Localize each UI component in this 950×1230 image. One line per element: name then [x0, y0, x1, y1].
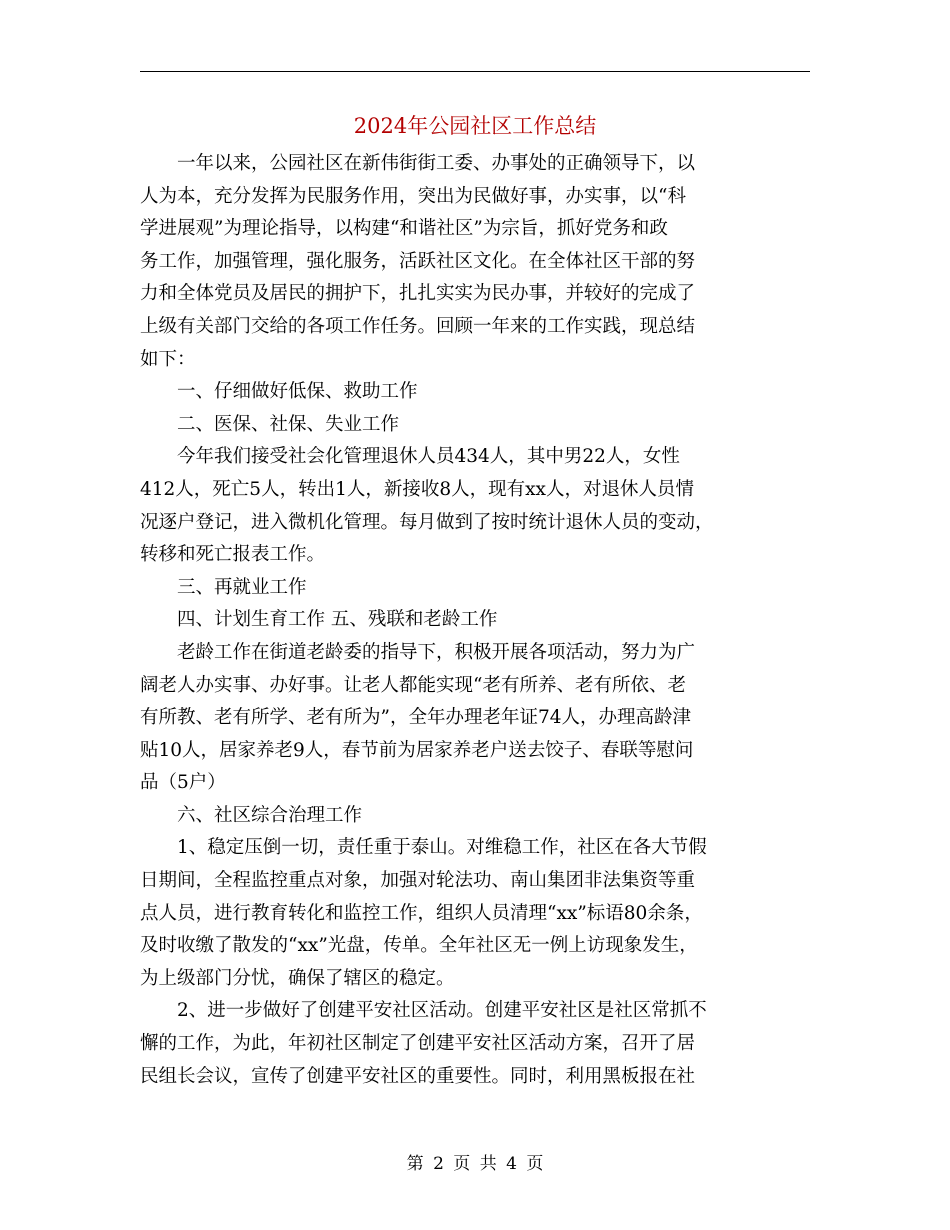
section-heading: 二、医保、社保、失业工作 — [140, 413, 400, 435]
body-line: 日期间，全程监控重点对象，加强对轮法功、南山集团非法集资等重 — [140, 870, 696, 892]
body-line: 上级有关部门交给的各项工作任务。回顾一年来的工作实践，现总结 — [140, 315, 696, 337]
body-line: 况逐户登记，进入微机化管理。每月做到了按时统计退休人员的变动， — [140, 511, 714, 533]
body-line: 阔老人办实事、办好事。让老人都能实现“老有所养、老有所依、老 — [140, 674, 686, 696]
body-line: 412人，死亡5人，转出1人，新接收8人，现有xx人，对退休人员情 — [140, 478, 694, 500]
body-line: 一年以来，公园社区在新伟街街工委、办事处的正确领导下，以 — [140, 153, 696, 174]
body-line: 老龄工作在街道老龄委的指导下，积极开展各项活动，努力为广 — [140, 641, 696, 663]
body-line: 及时收缴了散发的“xx”光盘，传单。全年社区无一例上访现象发生， — [140, 935, 698, 957]
body-line: 学进展观”为理论指导，以构建“和谐社区”为宗旨，抓好党务和政 — [140, 218, 668, 240]
body-line: 有所教、老有所学、老有所为”，全年办理老年证74人，办理高龄津 — [140, 707, 692, 729]
section-heading: 四、计划生育工作 五、残联和老龄工作 — [140, 609, 498, 631]
body-line: 人为本，充分发挥为民服务作用，突出为民做好事，办实事，以“科 — [140, 185, 686, 207]
section-heading: 六、社区综合治理工作 — [140, 804, 363, 826]
document-body — [140, 148, 810, 1093]
body-line: 民组长会议，宣传了创建平安社区的重要性。同时，利用黑板报在社 — [140, 1065, 696, 1087]
body-line: 1、稳定压倒一切，责任重于泰山。对维稳工作，社区在各大节假 — [140, 837, 707, 859]
body-line: 贴10人，居家养老9人，春节前为居家养老户送去饺子、春联等慰问 — [140, 739, 694, 761]
body-line: 务工作，加强管理，强化服务，活跃社区文化。在全体社区干部的努 — [140, 250, 696, 272]
section-heading: 三、再就业工作 — [140, 576, 307, 598]
body-line: 2、进一步做好了创建平安社区活动。创建平安社区是社区常抓不 — [140, 1000, 707, 1022]
page-number-footer: 第 2 页 共 4 页 — [406, 1154, 544, 1174]
body-line: 力和全体党员及居民的拥护下，扎扎实实为民办事，并较好的完成了 — [140, 283, 696, 305]
body-line: 如下： — [140, 348, 196, 370]
body-line: 转移和死亡报表工作。 — [140, 544, 326, 566]
section-heading: 一、仔细做好低保、救助工作 — [140, 381, 418, 403]
body-line: 品（5户） — [140, 772, 226, 794]
body-line: 为上级部门分忧，确保了辖区的稳定。 — [140, 967, 455, 989]
document-title: 2024年公园社区工作总结 — [353, 114, 597, 138]
body-line: 今年我们接受社会化管理退休人员434人，其中男22人，女性 — [140, 446, 680, 468]
body-line: 点人员，进行教育转化和监控工作，组织人员清理“xx”标语80余条， — [140, 902, 703, 924]
header-rule — [140, 71, 810, 72]
body-line: 懈的工作，为此，年初社区制定了创建平安社区活动方案，召开了居 — [140, 1033, 696, 1055]
